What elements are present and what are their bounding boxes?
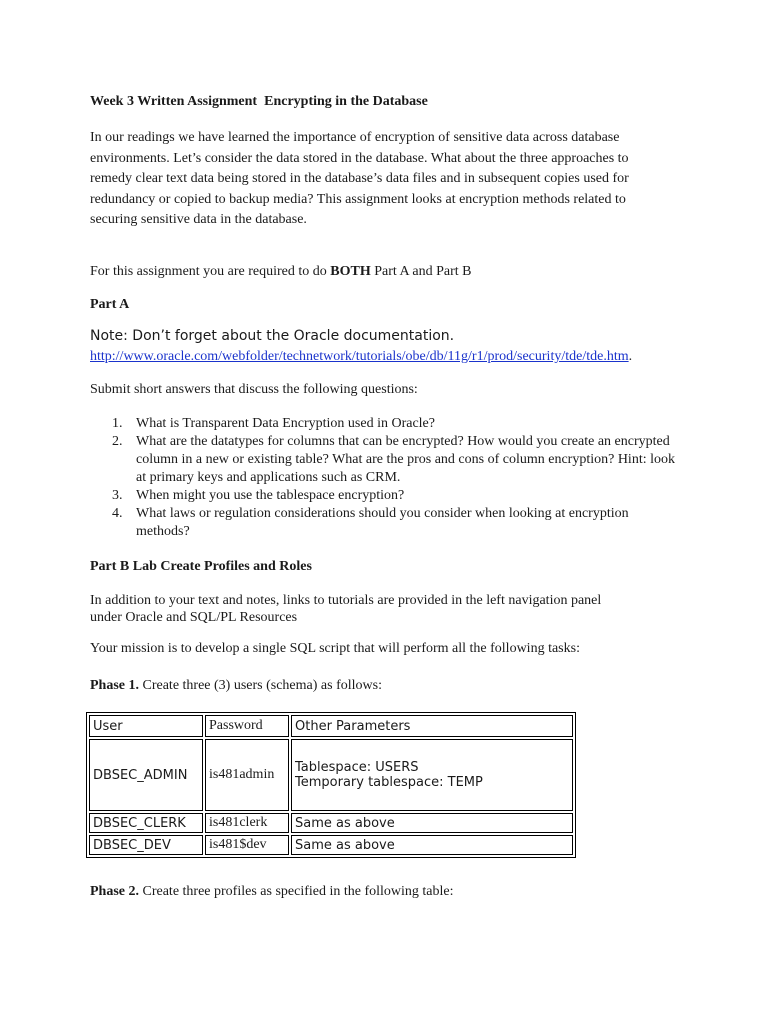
intro-line: environments. Let’s consider the data stored in the database. What about the three approaches to — [90, 151, 629, 166]
list-item-number: 1. — [112, 416, 123, 431]
table-cell-user: DBSEC_CLERK — [89, 813, 203, 833]
table-cell-params: Same as above — [291, 813, 573, 833]
table-header-user: User — [89, 715, 203, 737]
intro-line: redundancy or copied to backup media? This assignment looks at encryption methods related to — [90, 192, 626, 207]
title-prefix: Week 3 Written Assignment — [90, 94, 258, 109]
part-b-heading: Part B Lab Create Profiles and Roles — [90, 559, 312, 574]
requirement-before: For this assignment you are required to do — [90, 264, 331, 279]
links-text-line: under Oracle and SQL/PL Resources — [90, 610, 298, 625]
table-cell-params — [291, 739, 573, 811]
list-item — [112, 415, 672, 433]
table-cell-params: Same as above — [291, 835, 573, 855]
list-item — [112, 487, 672, 505]
document-title — [90, 92, 428, 112]
table-cell-user: DBSEC_DEV — [89, 835, 203, 855]
list-item — [112, 433, 675, 487]
phase-2-line — [90, 882, 454, 902]
table-row — [89, 739, 573, 811]
table-header-password: Password — [205, 715, 289, 737]
phase-2-label: Phase 2. — [90, 884, 139, 899]
intro-line: In our readings we have learned the importance of encryption of sensitive data across database — [90, 130, 620, 145]
phase-1-label: Phase 1. — [90, 678, 139, 693]
list-item-text: What laws or regulation considerations should you consider when looking at encryption methods? — [136, 506, 629, 539]
users-table — [86, 712, 576, 858]
list-item — [112, 505, 672, 541]
table-header-other-parameters: Other Parameters — [291, 715, 573, 737]
intro-line: securing sensitive data in the database. — [90, 212, 307, 227]
table-row — [89, 835, 573, 855]
links-text-line: In addition to your text and notes, links to tutorials are provided in the left navigation panel — [90, 593, 602, 608]
table-cell-user: DBSEC_ADMIN — [89, 739, 203, 811]
oracle-doc-link[interactable]: http://www.oracle.com/webfolder/technetwork/tutorials/obe/db/11g/r1/prod/security/tde/tde.htm — [90, 349, 629, 364]
requirement-line — [90, 262, 472, 282]
table-header-row — [89, 715, 573, 737]
oracle-doc-link-line — [90, 347, 632, 367]
list-item-number: 4. — [112, 506, 123, 521]
table-cell-password: is481clerk — [205, 813, 289, 833]
link-trail: . — [628, 349, 633, 364]
params-line: Tablespace: USERS — [295, 760, 419, 775]
phase-1-line — [90, 676, 382, 696]
phase-2-text: Create three profiles as specified in the following table: — [139, 884, 454, 899]
requirement-after: Part A and Part B — [370, 264, 472, 279]
phase-1-text: Create three (3) users (schema) as follows: — [139, 678, 382, 693]
mission-text: Your mission is to develop a single SQL script that will perform all the following tasks: — [90, 641, 580, 656]
oracle-doc-note: Note: Don’t forget about the Oracle documentation. — [90, 328, 455, 344]
part-a-heading: Part A — [90, 297, 130, 312]
table-cell-password: is481admin — [205, 739, 289, 811]
list-item-number: 3. — [112, 488, 123, 503]
list-item-text: What are the datatypes for columns that can be encrypted? How would you create an encrypted column in a new or existing table? What are the pros and cons of column encryption? Hint: look at primary keys and applications such as CRM. — [136, 434, 675, 485]
title-suffix: Encrypting in the Database — [264, 94, 428, 109]
submit-instructions: Submit short answers that discuss the following questions: — [90, 382, 418, 397]
table-cell-password: is481$dev — [205, 835, 289, 855]
requirement-emphasis: BOTH — [330, 264, 371, 279]
intro-line: remedy clear text data being stored in the database’s data files and in subsequent copies used for — [90, 171, 629, 186]
list-item-text: When might you use the tablespace encryption? — [136, 488, 405, 503]
list-item-text: What is Transparent Data Encryption used in Oracle? — [136, 416, 435, 431]
params-line: Temporary tablespace: TEMP — [295, 775, 483, 790]
table-row — [89, 813, 573, 833]
list-item-number: 2. — [112, 434, 123, 449]
